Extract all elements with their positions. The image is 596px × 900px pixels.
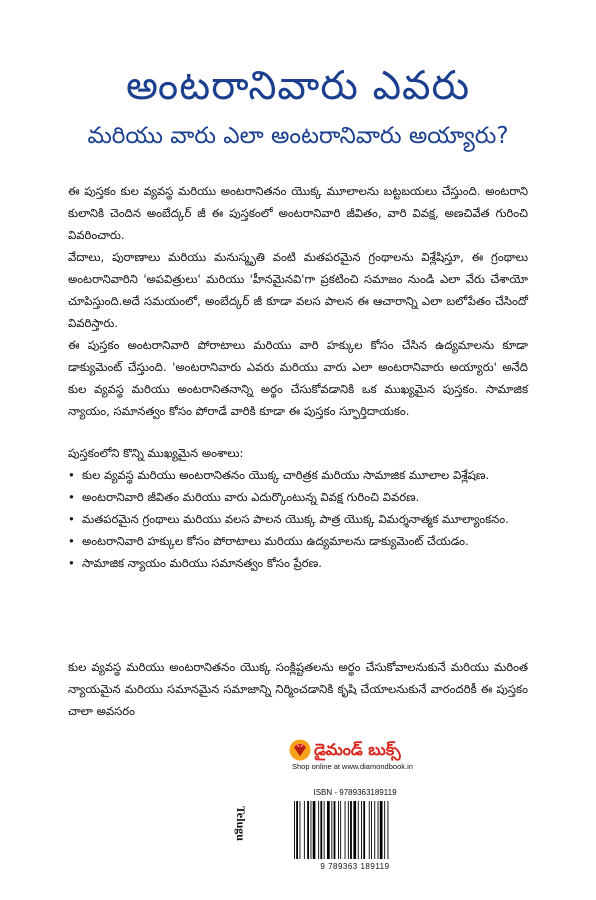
bullet-icon: • bbox=[68, 556, 75, 570]
feature-text: అంటరానివారి జీవితం మరియు వారు ఎదుర్కొంటున్న వివక్ష గురించి వివరణ. bbox=[82, 490, 420, 504]
intro-paragraph: ఈ పుస్తకం కుల వ్యవస్థ మరియు అంటరానితనం యొక్క మూలాలను బట్టబయలు చేస్తుంది. అంటరాని కులానికి చెందిన అంబేద్కర్ జీ ఈ పుస్తకంలో అంటరానివారి జీవితం, వారి వివక్ష, అణచివేత గురించి వివరించారు. bbox=[68, 184, 528, 242]
feature-text: మతపరమైన గ్రంథాలు మరియు వలస పాలన యొక్క పాత్ర యొక్క విమర్శనాత్మక మూల్యాంకనం. bbox=[82, 512, 509, 526]
feature-text: సామాజిక న్యాయం మరియు సమానత్వం కోసం ప్రేరణ. bbox=[82, 556, 322, 570]
features-list bbox=[68, 464, 528, 574]
language-label: Telugu bbox=[234, 806, 248, 841]
bullet-icon: • bbox=[68, 512, 75, 526]
intro-section bbox=[68, 180, 528, 422]
intro-paragraph: వేదాలు, పురాణాలు మరియు మనుస్మృతి వంటి మతపరమైన గ్రంథాలను విశ్లేషిస్తూ, ఈ గ్రంథాలు అంటరానివారిని 'అపవిత్రులు' మరియు 'హీనమైనవి'గా ప్రకటించి సమాజం నుండి ఎలా వేరు చేశాయో చూపిస్తుంది.అదే సమయంలో, అంబేద్కర్ జీ కూడా వలస పాలన ఈ ఆచారాన్ని ఎలా బలోపేతం చేసిందో వివరిస్తారు. bbox=[68, 250, 528, 330]
feature-item bbox=[68, 530, 528, 552]
book-title: అంటరానివారు ఎవరు bbox=[125, 63, 471, 109]
barcode-digits: 9 789363 189119 bbox=[320, 862, 390, 871]
bullet-icon: • bbox=[68, 534, 75, 548]
publisher-logo bbox=[280, 738, 430, 778]
closing-paragraph: కుల వ్యవస్థ మరియు అంటరానితనం యొక్క సంక్లిష్టతలను అర్థం చేసుకోవాలనుకునే మరియు మరింత న్యాయమైన మరియు సమానమైన సమాజాన్ని నిర్మించడానికి కృషి చేయాలనుకునే వారందరికీ ఈ పుస్తకం చాలా అవసరం bbox=[68, 660, 528, 718]
feature-text: కుల వ్యవస్థ మరియు అంటరానితనం యొక్క చారిత్రక మరియు సామాజిక మూలాల విశ్లేషణ. bbox=[82, 468, 490, 482]
publisher-tagline: Shop online at www.diamondbook.in bbox=[292, 762, 413, 771]
intro-paragraph: ఈ పుస్తకం అంటరానివారి పోరాటాలు మరియు వారి హక్కుల కోసం చేసిన ఉద్యమాలను కూడా డాక్యుమెంట్ చేస్తుంది. 'అంటరానివారు ఎవరు మరియు వారు ఎలా అంటరానివారు అయ్యారు' అనేది కుల వ్యవస్థ మరియు అంటరానితనాన్ని అర్థం చేసుకోవడానికి ఒక ముఖ్యమైన పుస్తకం. సామాజిక న్యాయం, సమానత్వం కోసం పోరాడే వారికి కూడా ఈ పుస్తకం స్ఫూర్తిదాయకం. bbox=[68, 338, 528, 418]
publisher-name: డైమండ్ బుక్స్ bbox=[314, 740, 401, 759]
bullet-icon: • bbox=[68, 490, 75, 504]
diamond-logo-icon bbox=[288, 739, 312, 761]
feature-item bbox=[68, 486, 528, 508]
feature-text: అంటరానివారి హక్కుల కోసం పోరాటాలు మరియు ఉద్యమాలను డాక్యుమెంట్ చేయడం. bbox=[82, 534, 469, 548]
feature-item bbox=[68, 508, 528, 530]
bullet-icon: • bbox=[68, 468, 75, 482]
isbn-label: ISBN - 9789363189119 bbox=[313, 788, 397, 797]
feature-item bbox=[68, 464, 528, 486]
barcode bbox=[284, 787, 426, 875]
features-heading: పుస్తకంలోని కొన్ని ముఖ్యమైన అంశాలు: bbox=[68, 446, 244, 460]
barcode-bars bbox=[290, 801, 420, 861]
feature-item bbox=[68, 552, 528, 574]
book-subtitle: మరియు వారు ఎలా అంటరానివారు అయ్యారు? bbox=[87, 123, 509, 149]
